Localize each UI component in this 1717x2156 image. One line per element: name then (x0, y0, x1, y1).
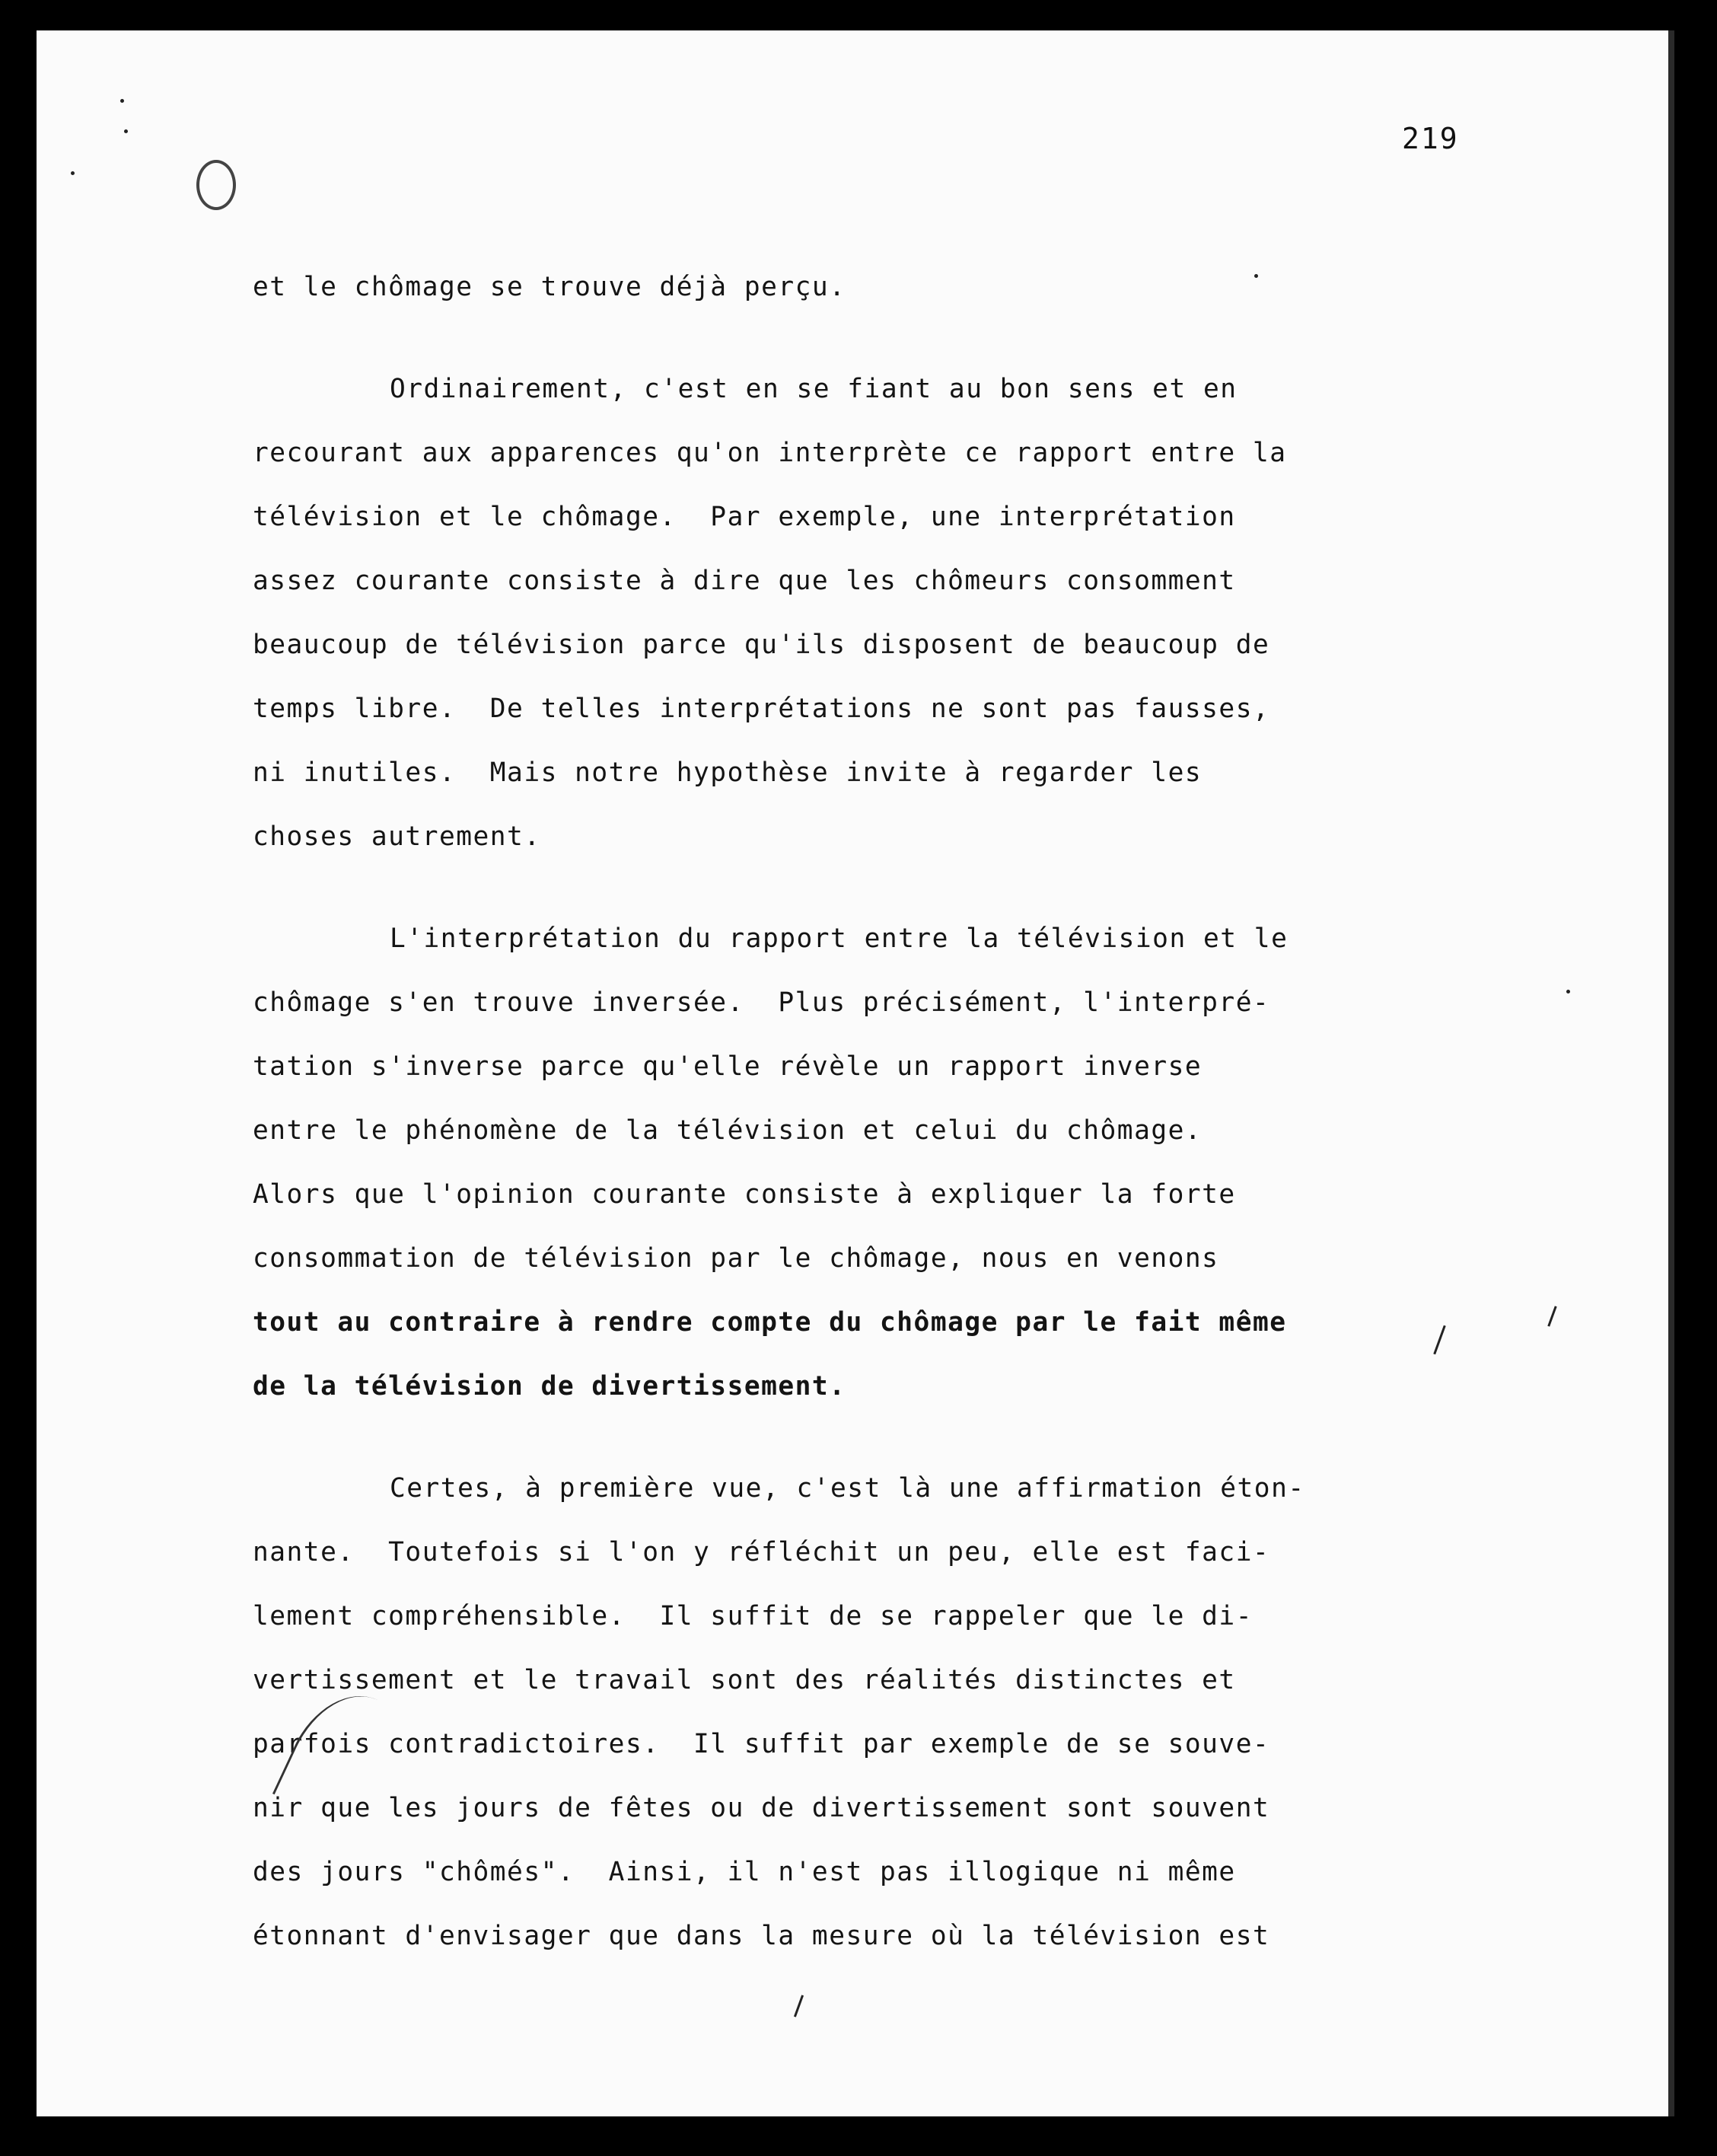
text-line: tation s'inverse parce qu'elle révèle un rapport inverse (253, 1051, 1203, 1082)
text-line: nante. Toutefois si l'on y réfléchit un peu, elle est faci- (253, 1537, 1270, 1568)
text-line: recourant aux apparences qu'on interprète ce rapport entre la (253, 438, 1287, 468)
scan-speck (1254, 274, 1258, 278)
text-line: télévision et le chômage. Par exemple, une interprétation (253, 502, 1236, 532)
text-line: ni inutiles. Mais notre hypothèse invite à regarder les (253, 757, 1203, 788)
text-line: parfois contradictoires. Il suffit par exemple de se souve- (253, 1729, 1270, 1759)
scan-speck (120, 99, 124, 103)
text-line: nir que les jours de fêtes ou de divertissement sont souvent (253, 1793, 1270, 1823)
text-line: assez courante consiste à dire que les chômeurs consomment (253, 566, 1236, 596)
page-edge-shadow (1668, 30, 1674, 2116)
body-text (253, 255, 1531, 2006)
page-number: 219 (1402, 122, 1459, 155)
text-line: lement compréhensible. Il suffit de se rappeler que le di- (253, 1601, 1253, 1631)
scan-speck (71, 171, 75, 175)
paragraph (253, 907, 1531, 1418)
text-line: L'interprétation du rapport entre la télévision et le (390, 923, 1289, 954)
text-line: et le chômage se trouve déjà perçu. (253, 272, 846, 302)
paragraph (253, 255, 1531, 319)
scan-speck (124, 129, 128, 133)
text-line: chômage s'en trouve inversée. Plus précisément, l'interpré- (253, 987, 1270, 1018)
text-line: de la télévision de divertissement. (253, 1371, 846, 1402)
text-line: Certes, à première vue, c'est là une affirmation éton- (390, 1473, 1305, 1504)
text-line: Ordinairement, c'est en se fiant au bon sens et en (390, 374, 1238, 404)
text-line: étonnant d'envisager que dans la mesure où la télévision est (253, 1921, 1270, 1951)
text-line: temps libre. De telles interprétations ne sont pas fausses, (253, 694, 1270, 724)
scan-scratch (1547, 1306, 1556, 1326)
paragraph (253, 357, 1531, 869)
text-line: entre le phénomène de la télévision et celui du chômage. (253, 1115, 1203, 1146)
scan-speck (1566, 990, 1570, 993)
punch-hole-mark (196, 160, 236, 210)
paragraph (253, 1456, 1531, 1968)
text-line: Alors que l'opinion courante consiste à expliquer la forte (253, 1179, 1236, 1210)
text-line: des jours "chômés". Ainsi, il n'est pas illogique ni même (253, 1857, 1236, 1887)
document-page (37, 30, 1674, 2116)
text-line: consommation de télévision par le chômage, nous en venons (253, 1243, 1219, 1274)
text-line: choses autrement. (253, 821, 541, 852)
text-line: vertissement et le travail sont des réalités distinctes et (253, 1665, 1236, 1695)
text-line: beaucoup de télévision parce qu'ils disposent de beaucoup de (253, 630, 1270, 660)
text-line: tout au contraire à rendre compte du chômage par le fait même (253, 1307, 1287, 1338)
